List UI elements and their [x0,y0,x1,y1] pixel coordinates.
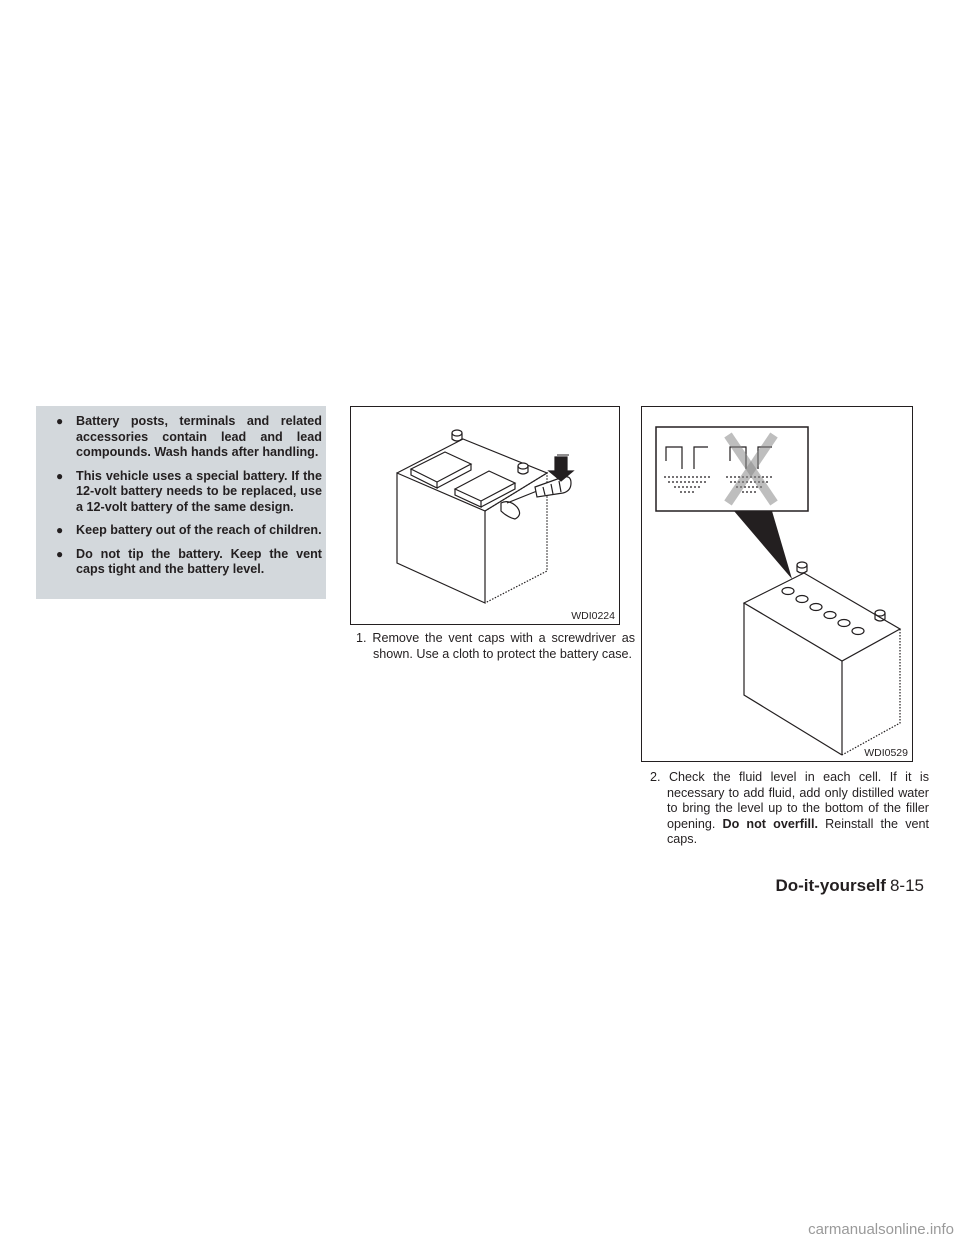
battery-screwdriver-illustration [351,407,619,624]
bullet-icon: ● [56,414,64,428]
figure-fluid-level [641,406,913,762]
figure-remove-vent-caps [350,406,620,625]
step-text-after: Reinstall the vent caps. [667,816,930,846]
warning-box [36,406,326,599]
warning-list [56,414,322,578]
step-number: 1. [356,631,367,645]
warning-item: ● This vehicle uses a special battery. If the 12-volt battery needs to be replaced, use a 12-volt battery of the same design. [56,468,322,514]
battery-fluid-level-illustration [642,407,912,761]
figure-code: WDI0224 [571,610,615,622]
bullet-icon: ● [56,523,64,537]
page-footer [775,876,924,896]
step-warning-bold: Do not overfill. [722,816,818,831]
step-text: Check the fluid level in each cell. If it is necessary to add fluid, add only distilled water to bring the level up to the bottom of the filler opening. [667,770,929,831]
watermark: carmanualsonline.info [808,1221,954,1238]
step-number: 2. [650,770,661,784]
bullet-icon: ● [56,468,64,483]
step-2 [650,770,929,848]
step-1 [356,631,635,662]
warning-item: ● Do not tip the battery. Keep the vent caps tight and the battery level. [56,546,322,576]
page-number: 8-15 [889,876,924,895]
warning-item: ● Battery posts, terminals and related accessories contain lead and lead compounds. Wash hands after handling. [56,414,322,459]
bullet-icon: ● [56,546,64,561]
step-text: Remove the vent caps with a screwdriver as shown. Use a cloth to protect the battery case. [372,631,635,661]
figure-code: WDI0529 [864,747,908,759]
warning-item: ● Keep battery out of the reach of children. [56,523,322,537]
section-title: Do-it-yourself [775,876,886,895]
